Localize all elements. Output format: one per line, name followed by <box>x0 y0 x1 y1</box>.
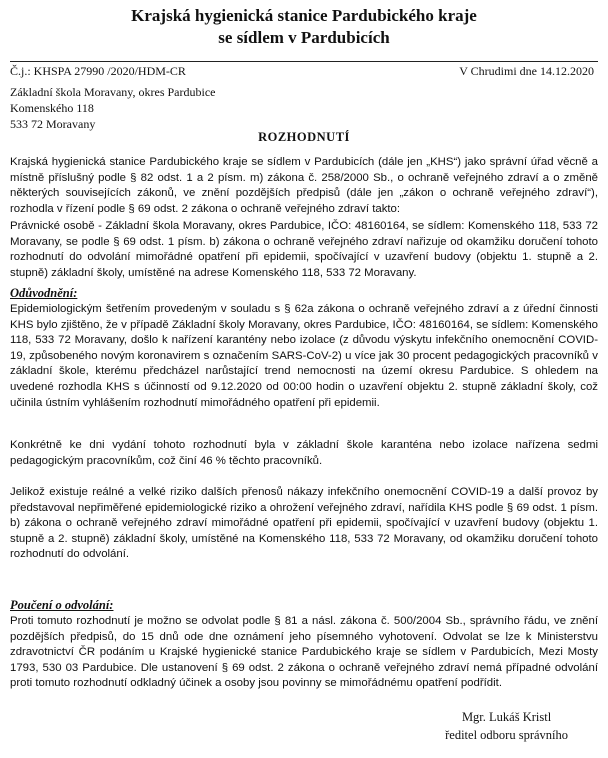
appeal-paragraph: Proti tomuto rozhodnutí je možno se odvolat podle § 81 a násl. zákona č. 500/2004 Sb., správního řádu, ve znění pozdějších předpisů, do 15 dnů ode dne oznámení jeho písemného vyhotovení. Odvolat se lze k Ministerstvu zdravotnictví ČR podáním u Krajské hygienické stanice Pardubického kraje se sídlem v Pardubicích, Mezi Mosty 1793, 530 03 Pardubice. Dle ustanovení § 69 odst. 2 zákona o ochraně veřejného zdraví nemá případné odvolání proti tomuto rozhodnutí odkladný účinek a osoby jsou povinny se mimořádnému opatření podřídit. <box>10 615 598 690</box>
ruling-paragraph: Právnické osobě - Základní škola Moravany, okres Pardubice, IČO: 48160164, se sídlem: Komenského 118, 533 72 Moravany, se podle § 69 odst. 1 písm. b) zákona o ochraně veřejného zdraví nařizuje od okamžiku doručení tohoto rozhodnutí do odvolání mimořádné opatření při epidemii, spočívající v uzavření budovy (objektu 1. stupně a 2. stupně) základní školy, umístěné na adrese Komenského 118, 533 72 Moravany. <box>10 220 598 279</box>
signature-block <box>445 708 568 744</box>
appeal-heading: Poučení o odvolání: <box>10 598 114 612</box>
place-date: V Chrudimi dne 14.12.2020 <box>459 64 594 78</box>
justification-paragraph2: Konkrétně ke dni vydání tohoto rozhodnutí byla v základní škole karanténa nebo izolace nařízena sedmi pedagogickým pracovníkům, což činí 46 % těchto pracovníků. <box>10 439 598 467</box>
intro-paragraph: Krajská hygienická stanice Pardubického kraje se sídlem v Pardubicích (dále jen „KHS“) jako správní úřad věcně a místně příslušný podle § 82 odst. 1 a 2 písm. m) zákona č. 258/2000 Sb., o ochraně veřejného zdraví a o změně některých souvisejících zákonů, ve znění pozdějších předpisů (dále jen „zákon o ochraně veřejného zdraví“), rozhodla v řízení podle § 69 odst. 2 zákona o ochraně veřejného zdraví takto: <box>10 156 598 215</box>
addressee-line3: 533 72 Moravany <box>10 117 96 131</box>
addressee-line1: Základní škola Moravany, okres Pardubice <box>10 85 216 99</box>
decision-heading: ROZHODNUTÍ <box>258 130 350 144</box>
case-number: Č.j.: KHSPA 27990 /2020/HDM-CR <box>10 64 186 78</box>
document-title-line1: Krajská hygienická stanice Pardubického kraje <box>131 6 477 25</box>
justification-paragraph1: Epidemiologickým šetřením provedeným v souladu s § 62a zákona o ochraně veřejného zdraví a z úřední činnosti KHS bylo zjištěno, že v případě Základní školy Moravany, okres Pardubice, IČO: 48160164, se sídlem: Komenského 118, 533 72 Moravany, došlo k nařízení karantény nebo izolace (z důvodu výskytu infekčního onemocnění COVID-19, způsobeného novým koronavirem s označením SARS-CoV-2) u více jak 30 procent pedagogických pracovníků v základní škole, kterému předcházel narůstající trend nemocnosti na území okresu Pardubice. S ohledem na uvedené rozhodla KHS s účinností od 9.12.2020 od 00:00 hodin o uzavření objektu 2. stupně základní školy, což učinila ústním vyhlášením rozhodnutí mimořádného opatření při epidemii. <box>10 303 598 409</box>
signatory-position: ředitel odboru správního <box>445 728 568 742</box>
justification-paragraph3: Jelikož existuje reálné a velké riziko dalších přenosů nákazy infekčního onemocnění COVID-19 a další provoz by představoval nepřiměřené epidemiologické riziko a ohrožení veřejného zdraví, nařídila KHS podle § 69 odst. 1 písm. b) zákona o ochraně veřejného zdraví mimořádné opatření při epidemii, spočívající v uzavření budovy (objektu 1. stupně a 2. stupně) základní školy, umístěné na Komenského 118, 533 72 Moravany, od okamžiku doručení tohoto rozhodnutí do odvolání. <box>10 486 598 561</box>
justification-heading: Odůvodnění: <box>10 286 78 300</box>
addressee-block <box>10 84 216 132</box>
header-divider <box>10 61 598 62</box>
addressee-line2: Komenského 118 <box>10 101 94 115</box>
document-title-line2: se sídlem v Pardubicích <box>218 28 390 47</box>
signatory-name: Mgr. Lukáš Kristl <box>461 710 552 724</box>
